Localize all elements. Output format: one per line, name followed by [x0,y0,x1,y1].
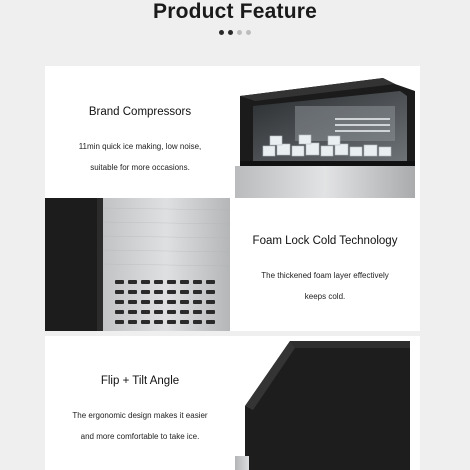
feature-description: The thickened foam layer effectively keeps cold. [261,271,389,301]
ice-maker-lid-image [235,336,420,470]
feature-text-compressors [45,106,235,178]
feature-heading: Brand Compressors [88,106,192,118]
ice-maker-window-image [235,66,420,199]
carousel-dots [0,30,470,35]
carousel-dot-4[interactable] [246,30,251,35]
ice-maker-vent-image [45,198,230,331]
carousel-dot-3[interactable] [237,30,242,35]
feature-card-compressors [45,66,420,199]
carousel-dot-1[interactable] [219,30,224,35]
feature-heading: Foam Lock Cold Technology [252,235,398,247]
feature-text-foam-lock [230,235,420,307]
feature-description: The ergonomic design makes it easier and more comfortable to take ice. [72,411,208,441]
feature-description: 11min quick ice making, low noise, suitable for more occasions. [78,142,202,172]
feature-card-flip-tilt [45,336,420,470]
feature-text-flip-tilt [45,375,235,447]
carousel-dot-2[interactable] [228,30,233,35]
feature-card-foam-lock [45,198,420,331]
page-title: Product Feature [152,0,318,23]
feature-heading: Flip + Tilt Angle [100,375,180,387]
